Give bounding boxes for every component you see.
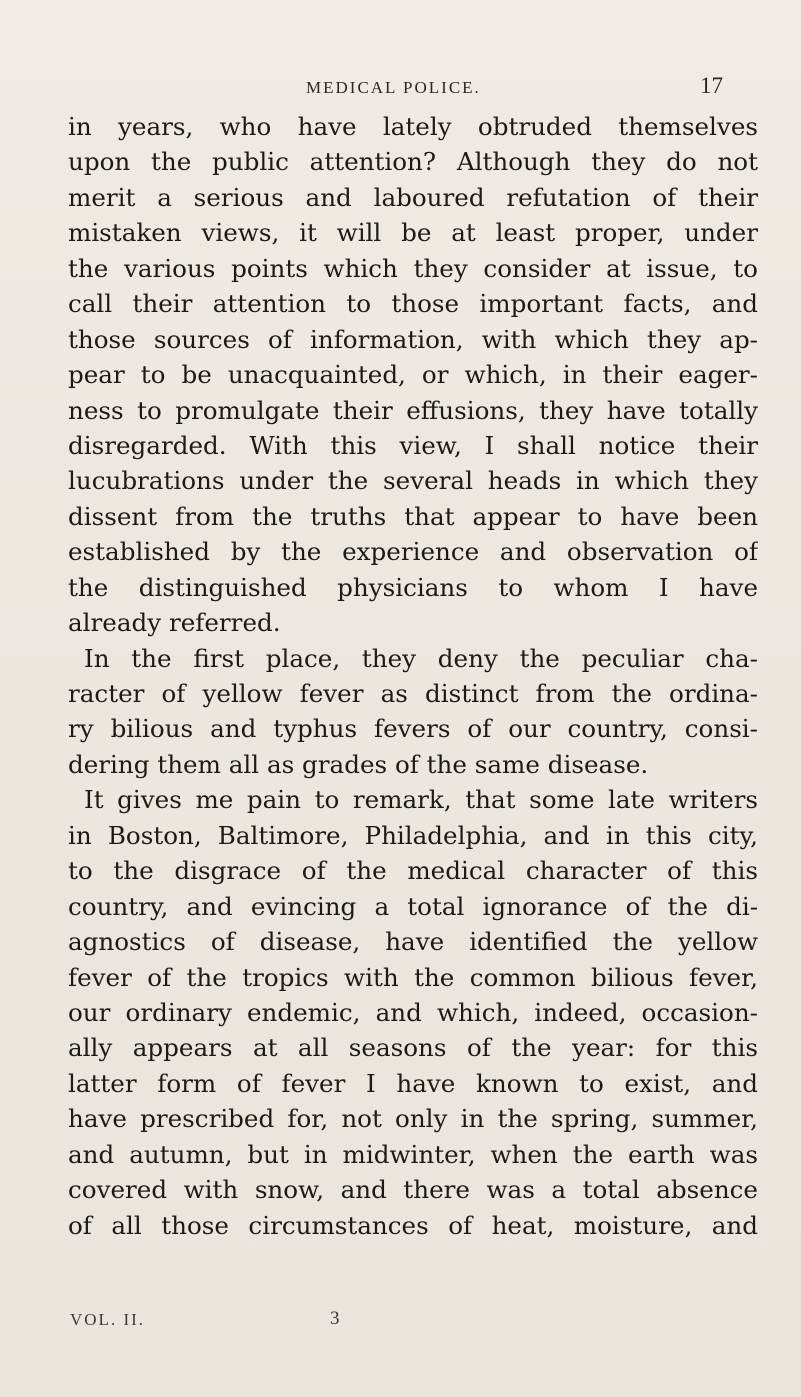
text-line: the distinguished physicians to whom I have (68, 572, 758, 602)
text-line: have prescribed for, not only in the spring, summer, (68, 1104, 758, 1134)
running-head: MEDICAL POLICE. (306, 78, 481, 97)
text-line: agnostics of disease, have identified the yellow (68, 927, 758, 957)
text-line: dissent from the truths that appear to have been (68, 501, 758, 531)
paragraph-end-line: dering them all as grades of the same disease. (68, 749, 649, 779)
text-line: merit a serious and laboured refutation of their (68, 182, 758, 212)
text-line: disregarded. With this view, I shall notice their (68, 430, 758, 460)
text-line: the various points which they consider at issue, to (68, 253, 758, 283)
text-line: to the disgrace of the medical character of this (68, 856, 758, 886)
body-text (68, 109, 758, 1243)
text-line: covered with snow, and there was a total absence (68, 1175, 758, 1205)
paragraph-start-line: In the first place, they deny the peculiar cha- (84, 643, 758, 673)
text-line: our ordinary endemic, and which, indeed, occasion- (68, 997, 758, 1027)
paragraph-start-line: It gives me pain to remark, that some late writers (84, 785, 758, 815)
text-line: mistaken views, it will be at least proper, under (68, 218, 758, 248)
text-line: ry bilious and typhus fevers of our country, consi- (68, 714, 758, 744)
text-line: racter of yellow fever as distinct from the ordina- (68, 679, 758, 708)
text-line: those sources of information, with which they ap- (68, 324, 758, 354)
text-line: established by the experience and observation of (68, 537, 758, 567)
text-line: ness to promulgate their effusions, they have totally (68, 395, 758, 425)
paragraph-end-line: already referred. (68, 608, 281, 638)
text-line: latter form of fever I have known to exist, and (68, 1068, 758, 1098)
text-line: upon the public attention? Although they do not (68, 147, 758, 177)
signature-number: 3 (330, 1308, 342, 1329)
text-line: call their attention to those important facts, and (68, 289, 758, 319)
text-line: and autumn, but in midwinter, when the earth was (68, 1139, 758, 1169)
volume-mark: VOL. II. (70, 1310, 146, 1329)
text-line: in years, who have lately obtruded themselves (68, 112, 758, 141)
text-line: of all those circumstances of heat, moisture, and (68, 1210, 758, 1240)
page-number: 17 (700, 73, 723, 98)
text-line: ally appears at all seasons of the year: for this (68, 1033, 758, 1063)
text-line: country, and evincing a total ignorance of the di- (68, 891, 758, 921)
text-line: lucubrations under the several heads in which they (68, 466, 758, 496)
text-line: fever of the tropics with the common bilious fever, (68, 962, 758, 992)
text-line: in Boston, Baltimore, Philadelphia, and in this city, (68, 820, 758, 850)
text-line: pear to be unacquainted, or which, in their eager- (68, 360, 758, 390)
